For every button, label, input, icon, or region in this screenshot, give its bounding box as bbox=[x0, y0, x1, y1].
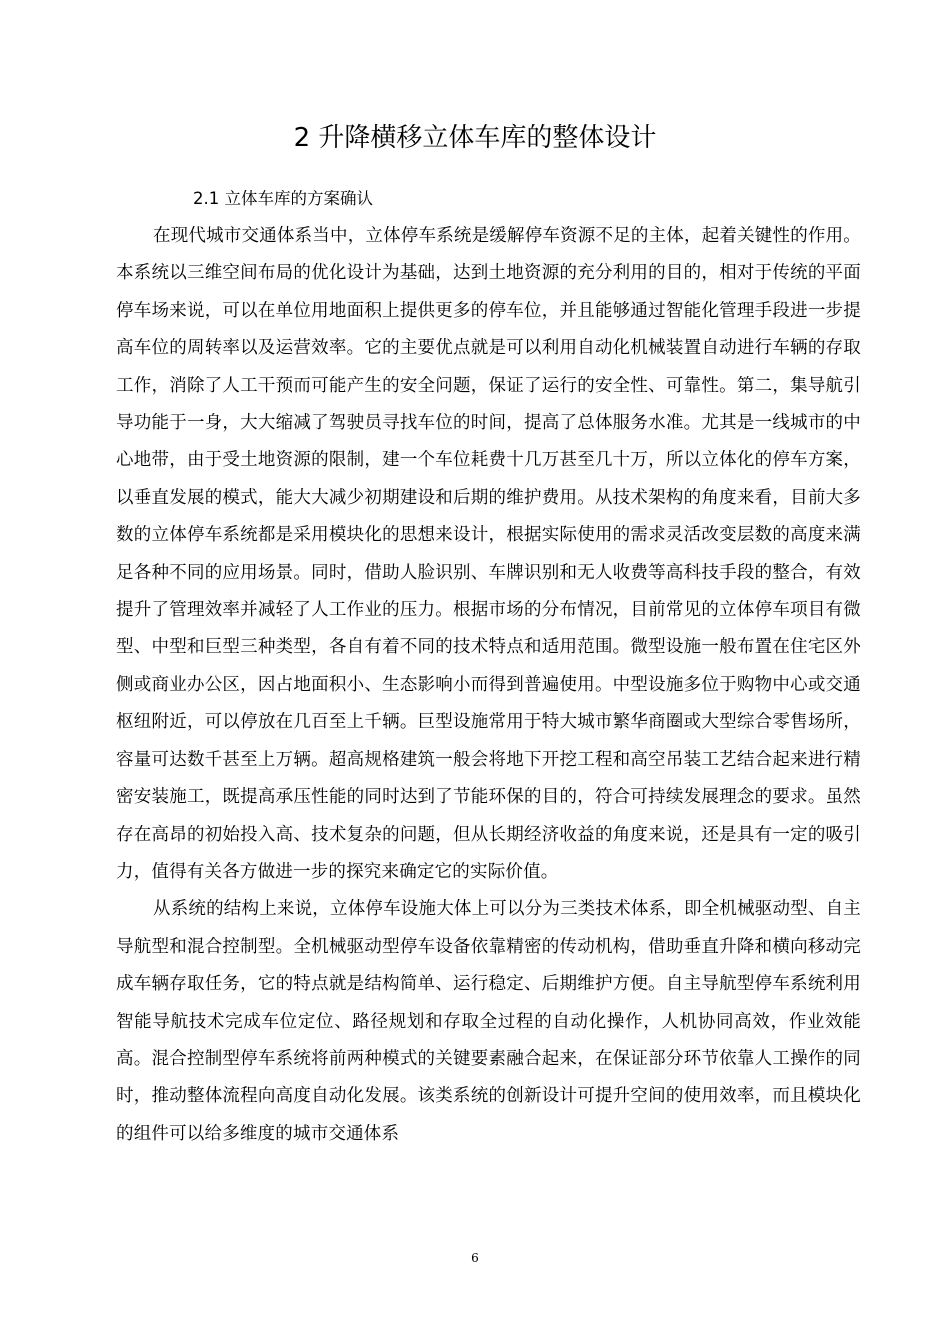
paragraph-1: 在现代城市交通体系当中，立体停车系统是缓解停车资源不足的主体，起着关键性的作用。本系统以三维空间布局的优化设计为基础，达到土地资源的充分利用的目的，相对于传统的平面停车场来说，可以在单位用地面积上提供更多的停车位，并且能够通过智能化管理手段进一步提高车位的周转率以及运营效率。它的主要优点就是可以利用自动化机械装置自动进行车辆的存取工作，消除了人工干预而可能产生的安全问题，保证了运行的安全性、可靠性。第二，集导航引导功能于一身，大大缩减了驾驶员寻找车位的时间，提高了总体服务水准。尤其是一线城市的中心地带，由于受土地资源的限制，建一个车位耗费十几万甚至几十万，所以立体化的停车方案，以垂直发展的模式，能大大减少初期建设和后期的维护费用。从技术架构的角度来看，目前大多数的立体停车系统都是采用模块化的思想来设计，根据实际使用的需求灵活改变层数的高度来满足各种不同的应用场景。同时，借助人脸识别、车牌识别和无人收费等高科技手段的整合，有效提升了管理效率并减轻了人工作业的压力。根据市场的分布情况，目前常见的立体停车项目有微型、中型和巨型三种类型，各自有着不同的技术特点和适用范围。微型设施一般布置在住宅区外侧或商业办公区，因占地面积小、生态影响小而得到普遍使用。中型设施多位于购物中心或交通枢纽附近，可以停放在几百至上千辆。巨型设施常用于特大城市繁华商圈或大型综合零售场所，容量可达数千甚至上万辆。超高规格建筑一般会将地下开挖工程和高空吊装工艺结合起来进行精密安装施工，既提高承压性能的同时达到了节能环保的目的，符合可持续发展理念的要求。虽然存在高昂的初始投入高、技术复杂的问题，但从长期经济收益的角度来说，还是具有一定的吸引力，值得有关各方做进一步的探究来确定它的实际价值。 bbox=[116, 226, 861, 882]
paragraph-2: 从系统的结构上来说，立体停车设施大体上可以分为三类技术体系，即全机械驱动型、自主导航型和混合控制型。全机械驱动型停车设备依靠精密的传动机构，借助垂直升降和横向移动完成车辆存取任务，它的特点就是结构简单、运行稳定、后期维护方便。自主导航型停车系统利用智能导航技术完成车位定位、路径规划和存取全过程的自动化操作，人机协同高效，作业效能高。混合控制型停车系统将前两种模式的关键要素融合起来，在保证部分环节依靠人工操作的同时，推动整体流程向高度自动化发展。该类系统的创新设计可提升空间的使用效率，而且模块化的组件可以给多维度的城市交通体系 bbox=[116, 899, 861, 1144]
chapter-title: 2 升降横移立体车库的整体设计 bbox=[293, 123, 657, 153]
section-title: 2.1 立体车库的方案确认 bbox=[193, 189, 373, 208]
body-text bbox=[116, 218, 861, 1153]
page-number: 6 bbox=[471, 1251, 479, 1265]
